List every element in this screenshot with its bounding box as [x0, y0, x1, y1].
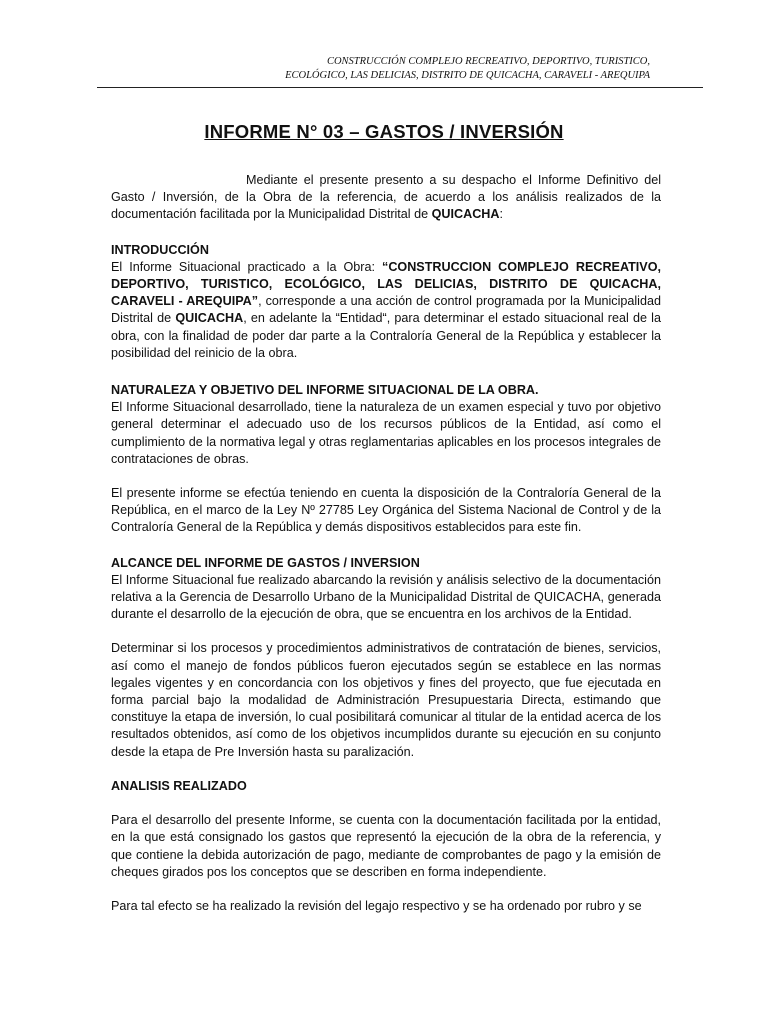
- introduccion-text-2: , corresponde a una acción de control programada por la Municipalidad Distrital de: [111, 294, 661, 326]
- document-title: INFORME N° 03 – GASTOS / INVERSIÓN: [204, 121, 564, 142]
- obra-name-bold: “CONSTRUCCION COMPLEJO RECREATIVO, DEPORTIVO, TURISTICO, ECOLÓGICO, LAS DELICIAS, DISTRITO DE QUICACHA, CARAVELI - AREQUIPA”: [111, 259, 661, 309]
- introduccion-text-3: , en adelante la “Entidad“, para determinar el estado situacional real de la obra, con la finalidad de poder dar parte a la Contraloría General de la República y establecer la posibilidad del reinicio de la obra.: [111, 311, 661, 360]
- document-body: [111, 172, 661, 915]
- intro-end: :: [499, 207, 503, 222]
- intro-paragraph: [111, 172, 661, 224]
- intro-text: Mediante el presente presento a su despacho el Informe Definitivo del Gasto / Inversión, de la Obra de la referencia, de acuerdo a los análisis realizados de la documentación facilitada por la Municipalidad Distrital de: [111, 173, 661, 222]
- analisis-paragraph-1: Para el desarrollo del presente Informe, se cuenta con la documentación facilitada por la entidad, en la que está consignado los gastos que representó la ejecución de la obra de la referencia, y que contiene la debida autorización de pago, mediante de comprobantes de pago y la emisión de cheques girados pos los conceptos que se describen en forma independiente.: [111, 813, 661, 879]
- introduccion-paragraph: [111, 259, 661, 362]
- introduccion-text-1: El Informe Situacional practicado a la Obra:: [111, 259, 383, 274]
- analisis-paragraph-2: Para tal efecto se ha realizado la revisión del legajo respectivo y se ha ordenado por rubro y se: [111, 898, 642, 913]
- header-line-1: CONSTRUCCIÓN COMPLEJO RECREATIVO, DEPORTIVO, TURISTICO,: [326, 56, 650, 67]
- header-line-2: ECOLÓGICO, LAS DELICIAS, DISTRITO DE QUICACHA, CARAVELI - AREQUIPA: [285, 70, 650, 81]
- naturaleza-paragraph-2: El presente informe se efectúa teniendo en cuenta la disposición de la Contraloría General de la República, en el marco de la Ley Nº 27785 Ley Orgánica del Sistema Nacional de Control y de la Contraloría General de la República y demás dispositivos establecidos para este fin.: [111, 486, 661, 535]
- header-divider: [97, 87, 703, 88]
- alcance-paragraph-2: Determinar si los procesos y procedimientos administrativos de contratación de bienes, servicios, así como el manejo de fondos públicos fueron ejecutados según se establece en las normas legales vigentes y en concordancia con los objetivos y fines del proyecto, que fue ejecutada en forma parcial bajo la modalidad de Administración Presupuestaria Directa, estimando que constituye la etapa de inversión, lo cual posibilitará comunicar al titular de la entidad acerca de los resultados obtenidos, así como de los objetivos incumplidos durante su ejecución en su conjunto desde la etapa de Pre Inversión hasta su paralización.: [111, 641, 661, 759]
- municipality-bold: QUICACHA: [175, 311, 244, 326]
- intro-bold: QUICACHA: [431, 207, 500, 222]
- alcance-heading: ALCANCE DEL INFORME DE GASTOS / INVERSION: [111, 555, 420, 570]
- naturaleza-paragraph-1: El Informe Situacional desarrollado, tiene la naturaleza de un examen especial y tuvo por objetivo general determinar el adecuado uso de los recursos públicos de la Entidad, así como el cumplimiento de la normativa legal y otras reglamentarias aplicables en los procesos integrales de contrataciones de obras.: [111, 400, 661, 466]
- page-header: [285, 55, 650, 83]
- naturaleza-heading: NATURALEZA Y OBJETIVO DEL INFORME SITUACIONAL DE LA OBRA.: [111, 383, 539, 398]
- alcance-paragraph-1: El Informe Situacional fue realizado abarcando la revisión y análisis selectivo de la documentación relativa a la Gerencia de Desarrollo Urbano de la Municipalidad Distrital de QUICACHA, generada durante el desarrollo de la ejecución de obra, que se encuentra en los archivos de la Entidad.: [111, 572, 661, 622]
- analisis-heading: ANALISIS REALIZADO: [111, 778, 247, 793]
- introduccion-heading: INTRODUCCIÓN: [111, 242, 209, 257]
